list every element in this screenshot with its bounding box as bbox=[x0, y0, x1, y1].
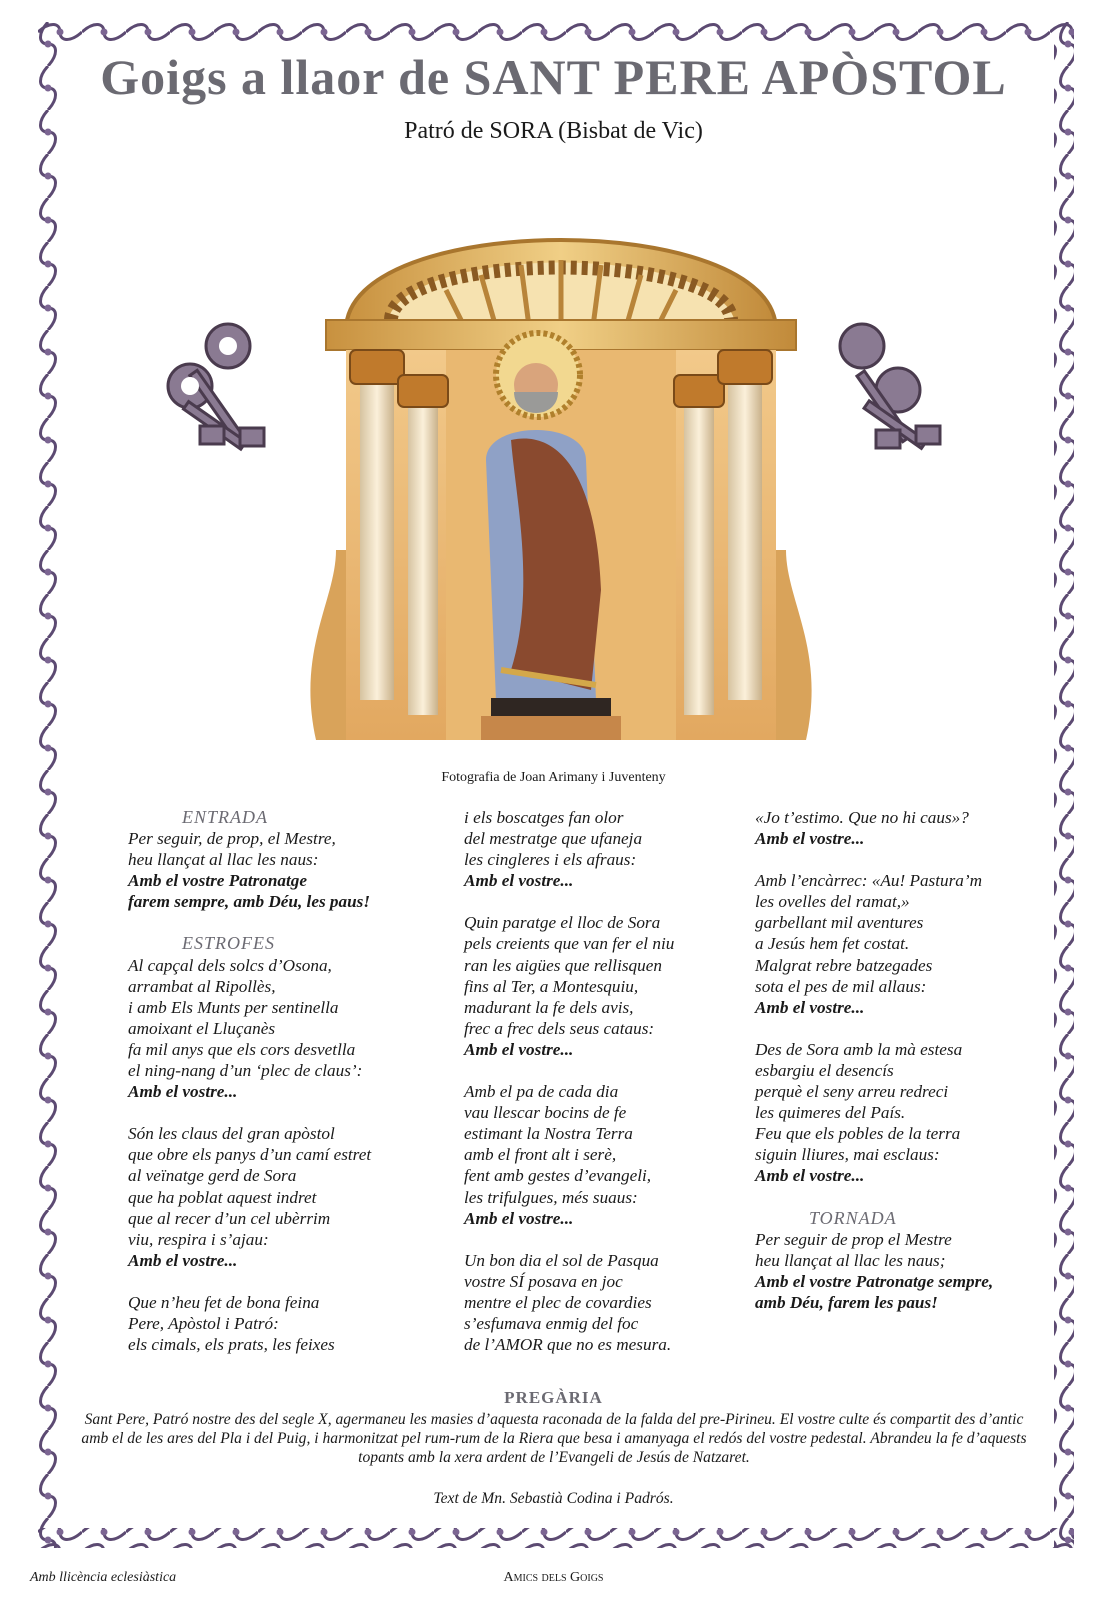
verse-line: fent amb gestes d’evangeli, bbox=[464, 1166, 652, 1186]
crossed-keys-icon bbox=[830, 318, 950, 468]
author-credit: Text de Mn. Sebastià Codina i Padrós. bbox=[433, 1490, 674, 1507]
verse-line: perquè el seny arreu redreci bbox=[755, 1082, 949, 1102]
verse-line: pels creients que van fer el niu bbox=[464, 934, 675, 954]
verse-column-3 bbox=[755, 807, 1055, 1313]
verse-line: estimant la Nostra Terra bbox=[464, 1124, 633, 1144]
verse-line: Per seguir de prop el Mestre bbox=[755, 1229, 952, 1249]
verse-line: de l’AMOR que no es mesura. bbox=[464, 1335, 672, 1355]
verse-line: garbellant mil aventures bbox=[755, 913, 924, 933]
verse-line: del mestratge que ufaneja bbox=[464, 829, 643, 849]
verse-line: s’esfumava enmig del foc bbox=[464, 1313, 639, 1333]
verse-line: sota el pes de mil allaus: bbox=[755, 976, 927, 996]
verse-line: viu, respira i s’ajau: bbox=[128, 1229, 269, 1249]
verse-line: farem sempre, amb Déu, les paus! bbox=[128, 892, 371, 912]
verse-column-2 bbox=[464, 807, 744, 1355]
verse-line: que ha poblat aquest indret bbox=[128, 1187, 317, 1207]
verse-line: heu llançat al llac les naus; bbox=[755, 1250, 946, 1270]
verse-line: mentre el plec de covardies bbox=[464, 1292, 652, 1312]
verse-column-1 bbox=[128, 807, 448, 1355]
section-heading: TORNADA bbox=[809, 1207, 897, 1228]
verse-line bbox=[128, 912, 448, 933]
section-heading: ENTRADA bbox=[182, 807, 268, 827]
page-title: Goigs a llaor de SANT PERE APÒSTOL bbox=[100, 49, 1007, 105]
verse-line: Feu que els pobles de la terra bbox=[755, 1124, 961, 1144]
verse-line: Amb el vostre... bbox=[128, 1082, 238, 1102]
verse-line: ran les aigües que rellisquen bbox=[464, 955, 662, 975]
verse-line: i amb Els Munts per sentinella bbox=[128, 997, 339, 1017]
verse-line: i els boscatges fan olor bbox=[464, 808, 624, 827]
crossed-keys-icon bbox=[160, 318, 280, 468]
verse-line: les ovelles del ramat,» bbox=[755, 892, 910, 912]
verse-line: Amb el vostre... bbox=[755, 829, 865, 849]
verse-line: esbargiu el desencís bbox=[755, 1060, 894, 1080]
prayer-heading: PREGÀRIA bbox=[504, 1388, 603, 1407]
verse-line: vostre SÍ posava en joc bbox=[464, 1271, 623, 1291]
verse-line: Que n’heu fet de bona feina bbox=[128, 1292, 320, 1312]
verse-line: Amb l’encàrrec: «Au! Pastura’m bbox=[755, 871, 983, 891]
verse-line: Amb el vostre... bbox=[128, 1250, 238, 1270]
verse-line bbox=[755, 1018, 1055, 1039]
prayer-text: Sant Pere, Patró nostre des del segle X, agermaneu les masies d’aquesta raconada de la falda del pre-Pirineu. El vostre culte és compartit des d’antic amb el de les ares del Pla i del Puig, i harmonitzat pel rum-rum de la Riera que besa i amanyaga el redós del vostre pedestal. Abrandeu la fe d’aquests topants amb la xera ardent de l’Evangeli de Jesús de Natzaret. bbox=[81, 1411, 1027, 1466]
verse-line bbox=[128, 1271, 448, 1292]
verse-line: siguin lliures, mai esclaus: bbox=[755, 1145, 940, 1165]
verse-line bbox=[128, 1102, 448, 1123]
verse-line: que obre els panys d’un camí estret bbox=[128, 1145, 372, 1165]
footer-publisher: Amics dels Goigs bbox=[503, 1570, 604, 1585]
verse-line: el ning-nang d’un ‘plec de claus’: bbox=[128, 1061, 363, 1081]
verse-line: frec a frec dels seus cataus: bbox=[464, 1018, 655, 1038]
verse-line bbox=[464, 1229, 744, 1250]
verse-line bbox=[464, 1060, 744, 1081]
verse-line: Amb el vostre Patronatge bbox=[128, 871, 308, 891]
verse-line: fins al Ter, a Montesquiu, bbox=[464, 976, 639, 996]
verse-line: a Jesús hem fet costat. bbox=[755, 934, 910, 954]
section-heading: ESTROFES bbox=[182, 933, 275, 954]
verse-line: «Jo t’estimo. Que no hi caus»? bbox=[755, 808, 969, 827]
verse-line: Amb el vostre... bbox=[755, 1166, 865, 1186]
verse-line: madurant la fe dels avis, bbox=[464, 997, 634, 1017]
verse-line: Amb el vostre Patronatge sempre, bbox=[755, 1271, 994, 1291]
verse-line: Un bon dia el sol de Pasqua bbox=[464, 1250, 659, 1270]
footer-license: Amb llicència eclesiàstica bbox=[30, 1570, 177, 1585]
verse-line: Malgrat rebre batzegades bbox=[755, 955, 933, 975]
verse-line: amb Déu, farem les paus! bbox=[755, 1292, 938, 1312]
verse-line bbox=[464, 891, 744, 912]
verse-line: fa mil anys que els cors desvetlla bbox=[128, 1039, 356, 1059]
verse-line: les quimeres del País. bbox=[755, 1103, 906, 1123]
verse-line: heu llançat al llac les naus: bbox=[128, 850, 319, 870]
verse-line: Amb el vostre... bbox=[464, 1039, 574, 1059]
verse-line: Amb el vostre... bbox=[755, 997, 865, 1017]
verse-line: Amb el vostre... bbox=[464, 1208, 574, 1228]
verse-line: Al capçal dels solcs d’Osona, bbox=[128, 955, 332, 975]
verse-line: amb el front alt i serè, bbox=[464, 1145, 617, 1165]
verse-line: arrambat al Ripollès, bbox=[128, 976, 276, 996]
verse-line: Són les claus del gran apòstol bbox=[128, 1124, 335, 1144]
verse-line bbox=[755, 1187, 1055, 1208]
verse-line: vau llescar bocins de fe bbox=[464, 1103, 627, 1123]
verse-line: Pere, Apòstol i Patró: bbox=[128, 1313, 279, 1333]
page-subtitle: Patró de SORA (Bisbat de Vic) bbox=[404, 118, 703, 144]
verse-line bbox=[755, 849, 1055, 870]
verse-line: Quin paratge el lloc de Sora bbox=[464, 913, 661, 933]
verse-line: que al recer d’un cel ubèrrim bbox=[128, 1208, 331, 1228]
verse-line: les cingleres i els afraus: bbox=[464, 850, 637, 870]
verse-line: amoixant el Lluçanès bbox=[128, 1018, 276, 1038]
verse-line: Des de Sora amb la mà estesa bbox=[755, 1039, 963, 1059]
verse-line: Per seguir, de prop, el Mestre, bbox=[128, 829, 336, 849]
verse-line: els cimals, els prats, les feixes bbox=[128, 1335, 335, 1355]
verse-line: les trifulgues, més suaus: bbox=[464, 1187, 638, 1207]
photo-caption: Fotografia de Joan Arimany i Juventeny bbox=[441, 770, 666, 785]
verse-line: Amb el pa de cada dia bbox=[464, 1082, 619, 1102]
verse-line: al veïnatge gerd de Sora bbox=[128, 1166, 297, 1186]
verse-line: Amb el vostre... bbox=[464, 871, 574, 891]
saint-statue-in-niche bbox=[296, 170, 826, 760]
